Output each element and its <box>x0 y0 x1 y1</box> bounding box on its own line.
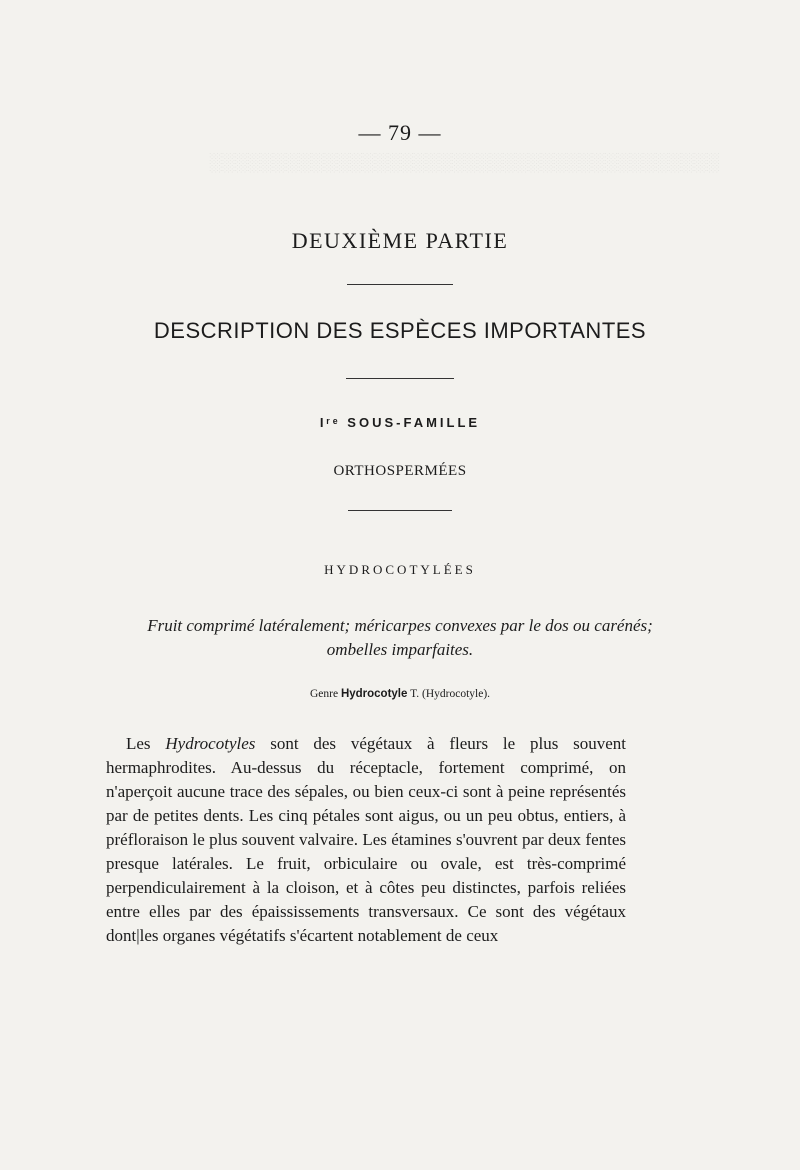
section-title: DESCRIPTION DES ESPÈCES IMPORTANTES <box>153 318 647 343</box>
show-through-texture: ░░░░░░░░░░░░░░░░░░░░░░░░░░░░░░░░░░░░░░░░ <box>209 152 720 172</box>
tribe-name: HYDROCOTYLÉES <box>324 562 476 577</box>
body-text: sont des végétaux à fleurs le plus souvent hermaphrodites. Au-dessus du réceptacle, fortement comprimé, on n'aperçoit aucune trace des sépales, ou bien ceux-ci sont à peine représentés par de petites dents. Les cinq pétales sont aigus, ou un peu obtus, entiers, à préfloraison le plus souvent valvaire. Les étamines s'ouvrent par deux fentes presque latérales. Le fruit, orbiculaire ou ovale, est très-comprimé perpendiculairement à la cloison, et à côtes peu distinctes, parfois reliées entre elles par des épaississements transversaux. Ce sont des végétaux dont|les organes végétatifs s'écartent notablement de ceux <box>106 734 627 945</box>
divider-rule <box>346 378 454 379</box>
subfamily-label: Iʳᵉ SOUS-FAMILLE <box>319 415 481 430</box>
tribe-description: Fruit comprimé latéralement; méricarpes convexes par le dos ou carénés; ombelles imparfaites. <box>147 616 653 659</box>
divider-rule <box>348 510 452 511</box>
page-number: — 79 — <box>358 120 442 145</box>
genus-heading <box>0 688 800 700</box>
genus-author: T. <box>410 688 420 700</box>
divider-rule <box>347 284 453 285</box>
genus-prefix: Genre <box>309 688 339 700</box>
genus-name: Hydrocotyle <box>340 688 408 700</box>
body-genus-italic: Hydrocotyles <box>165 734 256 753</box>
body-lead: Les <box>126 734 151 753</box>
part-title: DEUXIÈME PARTIE <box>291 228 509 253</box>
body-paragraph <box>106 732 626 948</box>
genus-vernacular: (Hydrocotyle). <box>422 688 491 700</box>
subfamily-name: ORTHOSPERMÉES <box>333 463 467 479</box>
